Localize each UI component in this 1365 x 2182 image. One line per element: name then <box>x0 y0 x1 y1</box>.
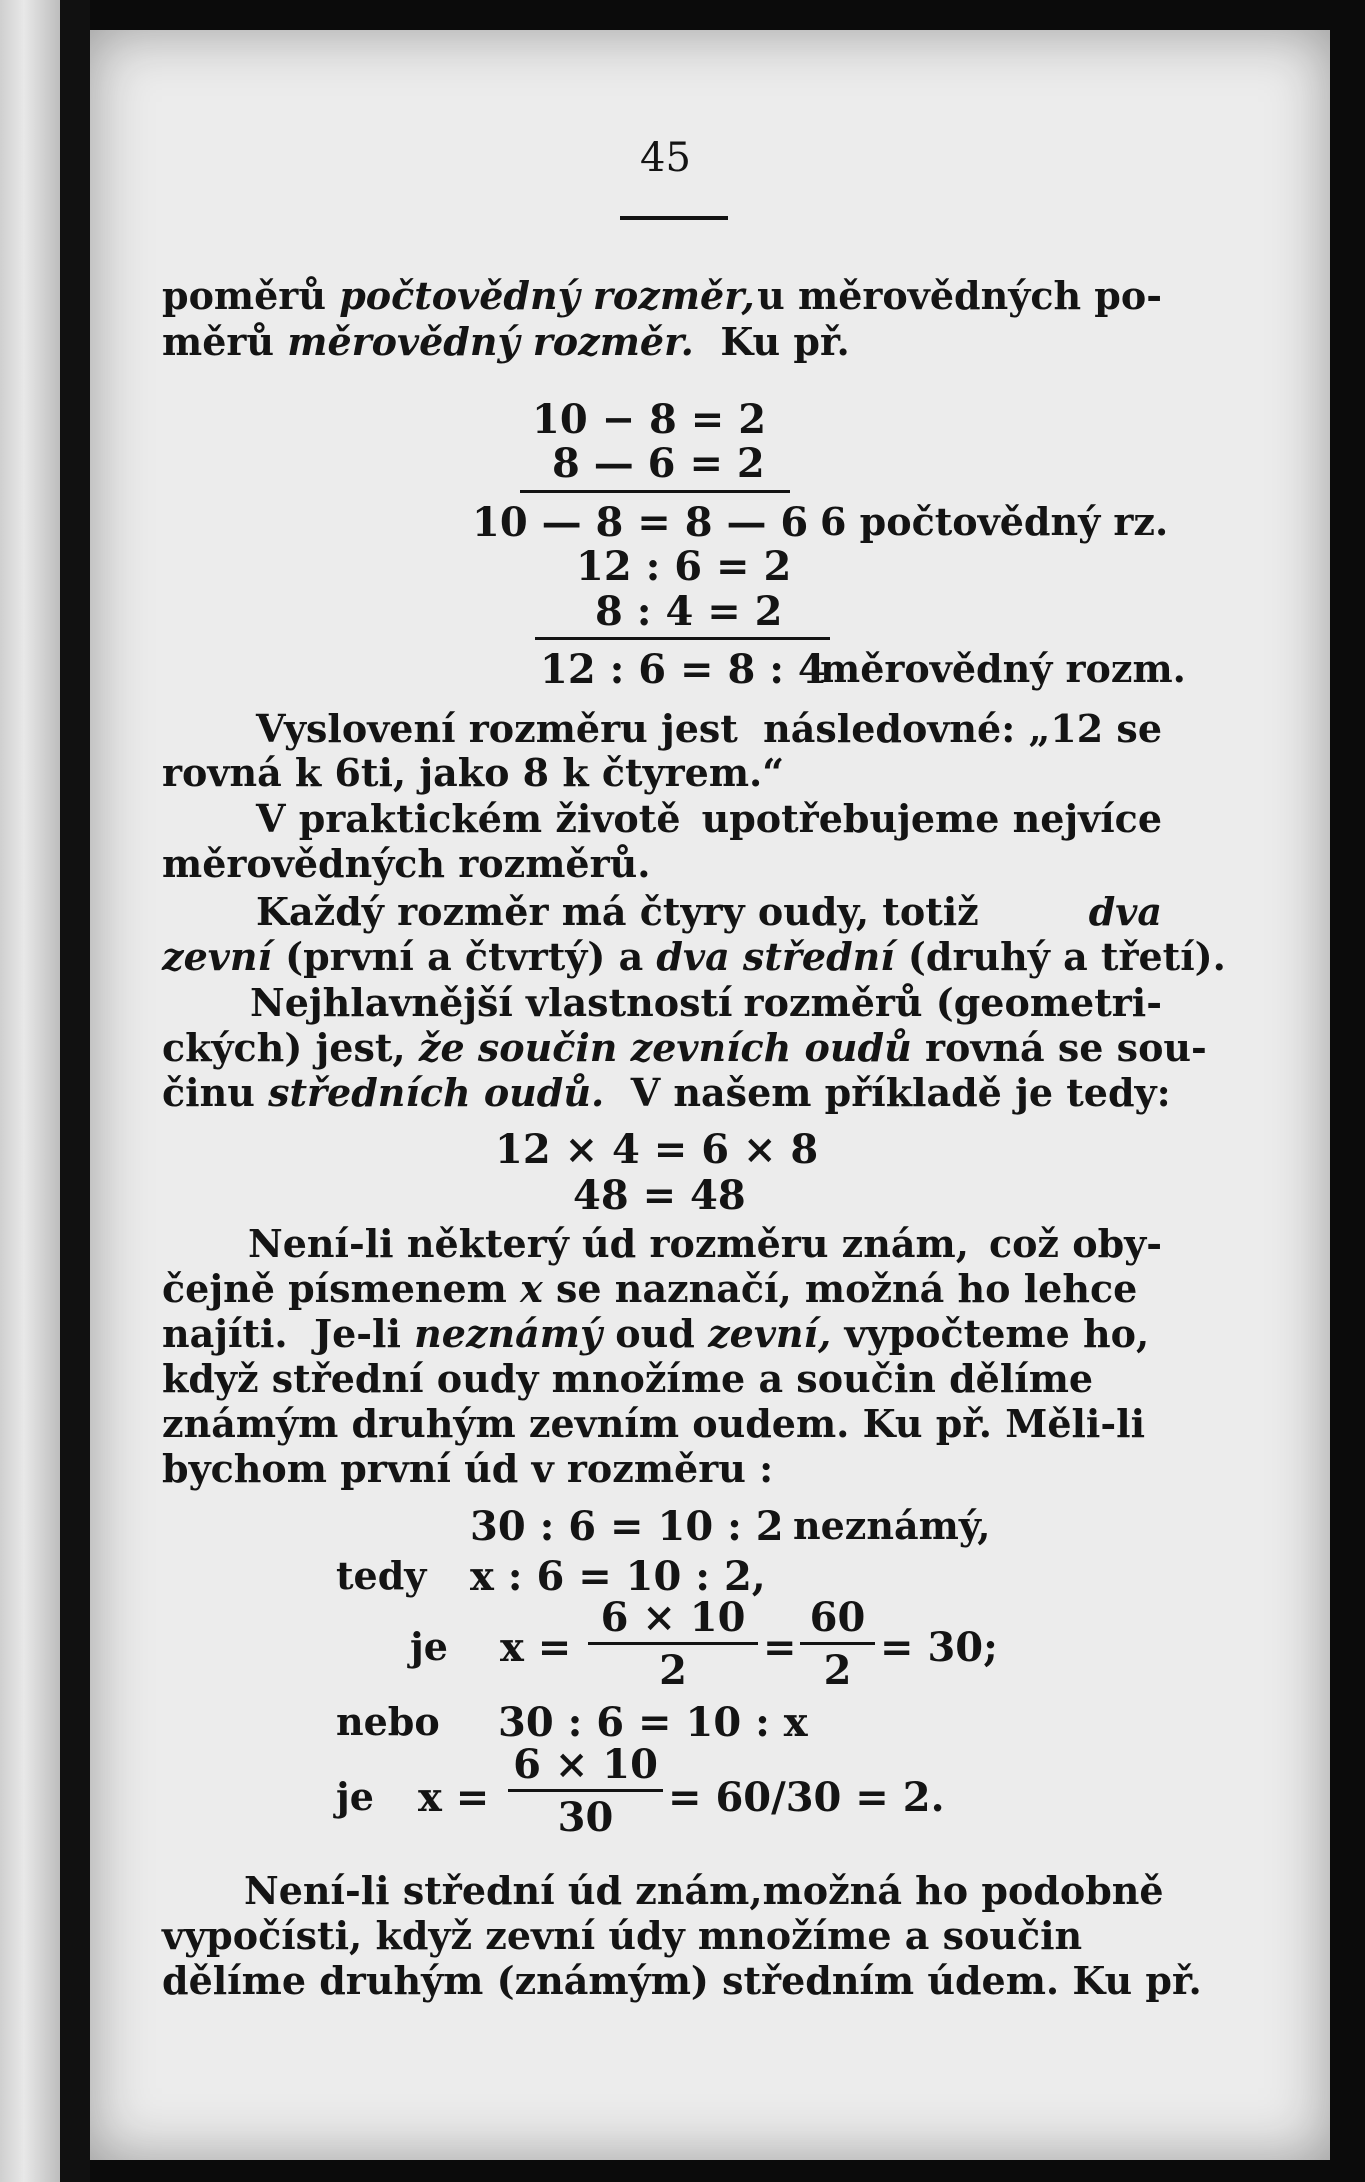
text-line: vypočísti, když zevní údy množíme a součin <box>162 1913 1083 1958</box>
equation-label: je <box>410 1624 448 1669</box>
equation-note: neznámý, <box>793 1503 991 1548</box>
text-line: V praktickém životě upotřebujeme nejvíce <box>256 796 1162 841</box>
equation: x = <box>418 1774 490 1821</box>
page-number-underline <box>620 216 728 220</box>
equation-label: nebo <box>336 1699 440 1744</box>
equation: x = <box>500 1624 572 1671</box>
equation: = 30; <box>880 1624 998 1671</box>
text-line: najíti. Je-li neznámý oud zevní, vypočteme ho, <box>162 1311 1150 1356</box>
equation: 30 : 6 = 10 : 2 <box>470 1503 784 1550</box>
text-line: Vyslovení rozměru jest následovné: „12 se <box>256 706 1162 751</box>
equation: 12 : 6 = 8 : 4 <box>540 646 826 693</box>
equation: 10 − 8 = 2 <box>532 396 767 443</box>
equation: 48 = 48 <box>573 1172 746 1219</box>
sum-rule <box>535 637 830 640</box>
equation-label: tedy <box>336 1553 427 1598</box>
text-line: bychom první úd v rozměru : <box>162 1446 774 1491</box>
equation: 8 : 4 = 2 <box>595 588 783 635</box>
fraction: $\frac{6 \times 10}{30}$ <box>508 1745 663 1838</box>
text-line: ckých) jest, že součin zevních oudů rovná se sou- <box>162 1025 1207 1070</box>
text-line: Není-li střední úd znám, možná ho podobně <box>244 1868 1164 1913</box>
text-line: měrů měrovědný rozměr. Ku př. <box>162 319 850 364</box>
page-number: 45 <box>640 135 691 181</box>
previous-page-edge <box>0 0 60 2182</box>
sum-rule <box>520 490 790 493</box>
equation-note: 6 počtovědný rz. <box>820 499 1169 544</box>
text-line: poměrů počtovědný rozměr, u měrovědných po- <box>162 273 1162 318</box>
equation: 8 — 6 = 2 <box>552 440 765 487</box>
text-line: Každý rozměr má čtyry oudy, totiž dva <box>256 889 1162 934</box>
text-line: činu středních oudů. V našem příkladě je tedy: <box>162 1070 1171 1115</box>
equation: 12 × 4 = 6 × 8 <box>495 1126 819 1173</box>
text-line: dělíme druhým (známým) středním údem. Ku př. <box>162 1958 1202 2003</box>
equation-note: měrovědný rozm. <box>820 646 1186 691</box>
equation: = <box>763 1624 797 1671</box>
equation: 30 : 6 = 10 : x <box>498 1699 808 1746</box>
fraction: $\frac{60}{2}$ <box>800 1598 875 1691</box>
equation: 10 — 8 = 8 — 6 <box>472 499 809 546</box>
equation: 12 : 6 = 2 <box>576 543 792 590</box>
text-line: Není-li některý úd rozměru znám, což oby- <box>248 1221 1162 1266</box>
text-line: čejně písmenem x se naznačí, možná ho lehce <box>162 1266 1138 1311</box>
text-line: když střední oudy množíme a součin dělíme <box>162 1356 1094 1401</box>
equation: = 60/30 = 2. <box>668 1774 945 1821</box>
equation-label: je <box>336 1774 374 1819</box>
book-gutter <box>60 0 90 2182</box>
text-line: zevní (první a čtvrtý) a dva střední (druhý a třetí). <box>162 934 1226 979</box>
equation: x : 6 = 10 : 2, <box>470 1553 766 1600</box>
text-line: Nejhlavnější vlastností rozměrů (geometri- <box>250 980 1162 1025</box>
fraction: $\frac{6 \times 10}{2}$ <box>588 1598 758 1691</box>
text-line: měrovědných rozměrů. <box>162 841 651 886</box>
text-line: rovná k 6ti, jako 8 k čtyrem.“ <box>162 750 785 795</box>
text-line: známým druhým zevním oudem. Ku př. Měli-li <box>162 1401 1146 1446</box>
